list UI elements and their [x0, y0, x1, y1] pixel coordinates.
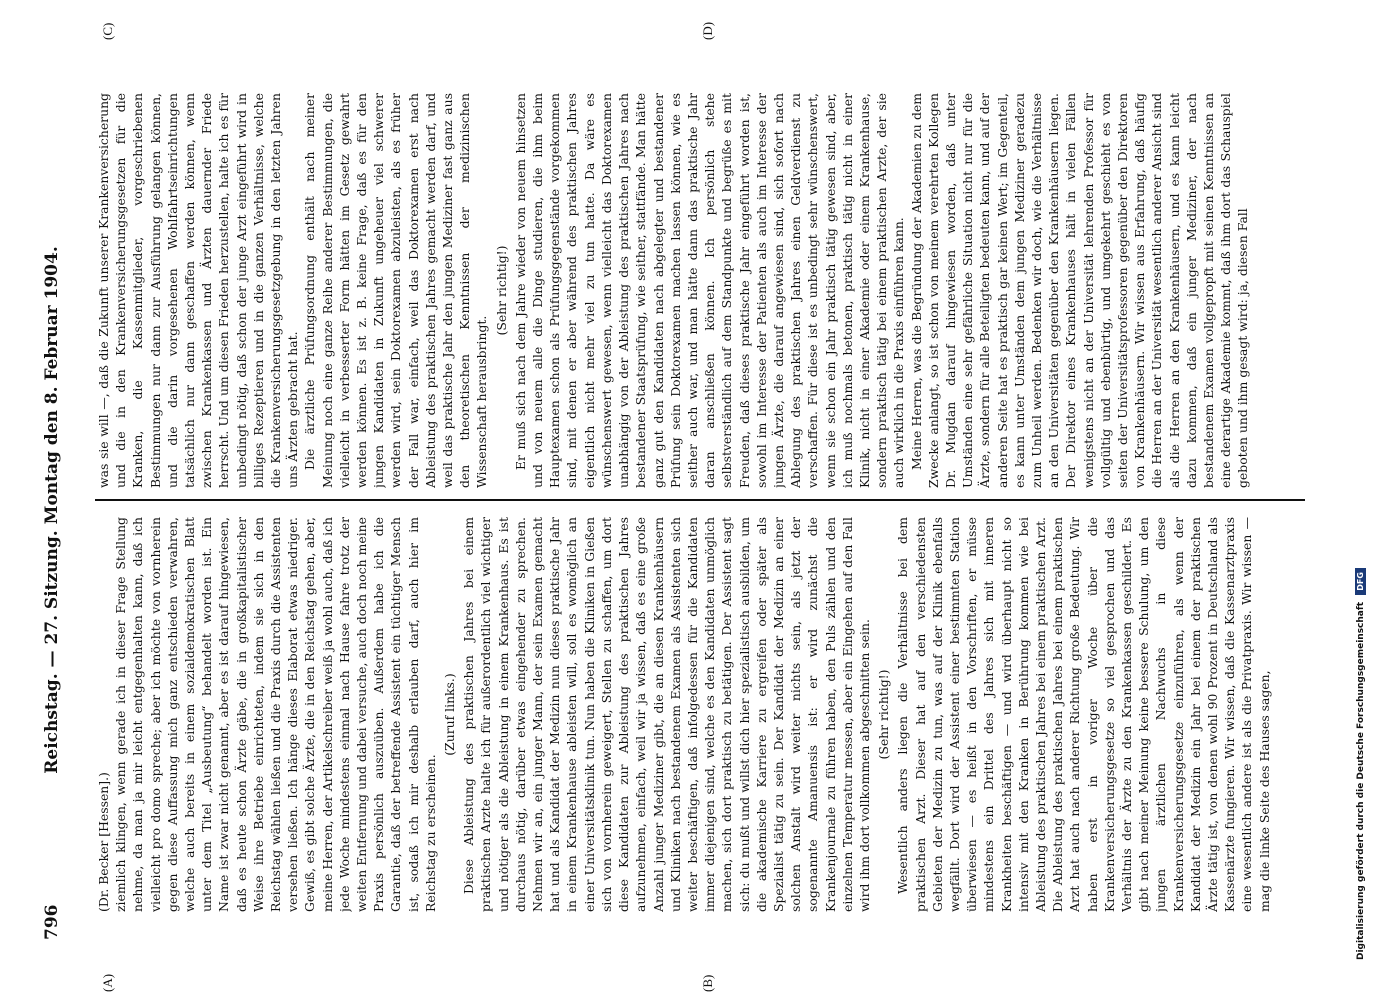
left-column	[95, 517, 1305, 912]
margin-mark-d: (D)	[700, 21, 715, 40]
margin-mark-c: (C)	[100, 22, 115, 40]
page-number: 796	[42, 904, 62, 940]
interjection: (Sehr richtig!)	[876, 669, 892, 760]
margin-mark-a: (A)	[100, 973, 115, 992]
running-title: Reichstag. — 27. Sitzung. Montag den 8. Februar 1904.	[42, 246, 62, 774]
paragraph: ziemlich klingen, wenn gerade ich in dieser Frage Stellung nehme, da man ja mir leicht entgegenhalten kann, daß ich vielleicht pro domo spreche; aber ich möchte von vornherein gegen diese Auffassung mich ganz entschieden verwahren, welche auch bereits in einem sozialdemokratischen Blatt unter dem Titel „Ausbeutung“ behandelt worden ist. Ein Name ist zwar nicht genannt, aber es ist darauf hingewiesen, daß es heute schon Ärzte gäbe, die in großkapitalistischer Weise ihre Betriebe einrichteten, indem sie sich in den Reichstag wählen ließen und die Praxis durch die Assistenten versehen ließen. Ich hänge dieses Elaborat etwas niedriger. Gewiß, es gibt solche Ärzte, die in den Reichstag gehen, aber, meine Herren, der Artikelschreiber weiß ja wohl auch, daß ich jede Woche mindestens einmal nach Hause fahre trotz der weiten Entfernung und dabei versuche, auch doch noch meine Praxis persönlich auszuüben. Außerdem habe ich die Garantie, daß der betreffende Assistent ein tüchtiger Mensch ist, sodaß ich mir deshalb erlauben darf, auch hier im Reichstag zu erscheinen.	[113, 517, 438, 912]
interjection: (Zuruf links.)	[442, 673, 458, 756]
paragraph: was sie will —, daß die Zukunft unserer Krankenversicherung und die in den Krankenversicherungsgesetzen für die Kranken, die Kassenmitglieder, vorgeschriebenen Bestimmungen nur dann zur Ausführung gelangen können, und die darin vorgesehenen Wohlfahrtseinrichtungen tatsächlich nur dann geschaffen werden können, wenn zwischen Krankenkassen und Ärzten dauernder Friede herrscht. Und um diesen Frieden herzustellen, halte ich es für unbedingt nötig, daß schon der junge Arzt eingeführt wird in billiges Rezeptieren und in die ganzen Verhältnisse, welche die Krankenversicherungsgesetzgebung in den letzten Jahren uns Ärzten gebracht hat.	[96, 93, 301, 488]
interjection: (Sehr richtig!)	[493, 245, 509, 336]
margin-mark-b: (B)	[700, 974, 715, 992]
speaker-note: (Dr. Becker [Hessen].)	[96, 772, 111, 912]
credit-text: Digitalisierung gefördert durch die Deutsche Forschungsgemeinschaft	[1356, 601, 1366, 960]
page-header	[40, 60, 70, 960]
digitization-credit	[1355, 568, 1366, 960]
dfg-logo: DFG	[1355, 568, 1366, 595]
paragraph: Diese Ableistung des praktischen Jahres bei einem praktischen Arzte halte ich für außerordentlich viel wichtiger und nötiger als die Ableistung in einem Krankenhaus. Es ist durchaus nötig, darüber etwas eingehender zu sprechen. Nehmen wir an, ein junger Mann, der sein Examen gemacht hat und als Kandidat der Medizin nun dieses praktische Jahr in einem Krankenhause ableisten will, soll es womöglich an einer Universitätsklinik tun. Nun haben die Kliniken in Gießen sich von vornherein geweigert, Stellen zu schaffen, um dort diese Kandidaten zur Ableistung des praktischen Jahres aufzunehmen, einfach, weil wir ja wissen, daß es eine große Anzahl junger Mediziner gibt, die an diesen Krankenhäusern und Kliniken nach bestandenem Examen als Assistenten sich weiter beschäftigen, daß infolgedessen für die Kandidaten immer diejenigen sind, welche es den Kandidaten unmöglich machen, sich dort praktisch zu betätigen. Der Assistent sagt sich: du mußt und willst dich hier spezialistisch ausbilden, um die akademische Karriere zu ergreifen oder später als Spezialist tätig zu sein. Der Kandidat der Medizin an einer solchen Anstalt wird weiter nichts sein, als jetzt der sogenannte Amanuensis ist: er wird zunächst die Krankenjournale zu führen haben, den Puls zählen und den einzelnen Temperatur messen, aber ein Eingehen auf den Fall wird ihm dort vollkommen abgeschnitten sein.	[461, 517, 872, 912]
paragraph: Die ärztliche Prüfungsordnung enthält nach meiner Meinung noch eine ganze Reihe anderer Bestimmungen, die vielleicht in verbesserter Form hätten im Gesetz gewahrt werden können. Es ist z. B. keine Frage, daß es für den jungen Kandidaten in Zukunft ungeheuer viel schwerer werden wird, sein Doktorexamen abzuleisten, als es früher der Fall war, einfach, weil das Doktorexamen erst nach Ableistung des praktischen Jahres gemacht werden darf, und weil das praktische Jahr den jungen Mediziner fast ganz aus den theoretischen Kenntnissen der medizinischen Wissenschaft herausbringt.	[302, 93, 490, 488]
paragraph: Meine Herren, was die Begründung der Akademien zu dem Zwecke anlangt, so ist schon von meinem verehrten Kollegen Dr. Mugdan darauf hingewiesen worden, daß unter Umständen eine sehr gefährliche Situation nicht nur für die Ärzte, sondern für alle Beteiligten bedeuten kann, und auf der anderen Seite hat es praktisch gar keinen Wert; im Gegenteil, es kann unter Umständen dem jungen Mediziner geradezu zum Unheil werden. Bedenken wir doch, wie die Verhältnisse an den Universitäten gegenüber den Krankenhäusern liegen. Der Direktor eines Krankenhauses hält in vielen Fällen wenigstens nicht an der Universität lehrenden Professor für vollgültig und ebenbürtig, und umgekehrt geschieht es von seiten der Universitätsprofessoren gegenüber den Direktoren von Krankenhäusern. Wir wissen aus Erfahrung, daß häufig die Herren an der Universität wesentlich anderer Ansicht sind als die Herren an den Krankenhäusern, und es kann leicht dazu kommen, daß ein junger Mediziner, der nach bestandenem Examen vollgepropft mit seinen Kenntnissen an eine derartige Akademie kommt, daß ihm dort das Schauspiel geboten und ihm gesagt wird: ja, diesen Fall	[908, 93, 1251, 488]
column-rule	[95, 499, 1305, 501]
paragraph: Wesentlich anders liegen die Verhältnisse bei dem praktischen Arzt. Dieser hat auf den verschiedensten Gebieten der Medizin zu tun, was auf der Klinik ebenfalls wegfällt. Dort wird der Assistent einer bestimmten Station überwiesen — es heißt in den Vorschriften, er müsse mindestens ein Drittel des Jahres sich mit inneren Krankheiten beschäftigen — und wird überhaupt nicht so intensiv mit den Kranken in Berührung kommen wie bei Ableistung des praktischen Jahres bei einem praktischen Arzt. Die Ableistung des praktischen Jahres bei einem praktischen Arzt hat auch nach anderer Richtung große Bedeutung. Wir haben erst in voriger Woche über die Krankenversicherungsgesetze so viel gesprochen und das Verhältnis der Ärzte zu den Krankenkassen geschildert. Es gibt nach meiner Meinung keine bessere Schulung, um den jungen ärztlichen Nachwuchs in diese Krankenversicherungsgesetze einzuführen, als wenn der Kandidat der Medizin ein Jahr bei einem der praktischen Ärzte tätig ist, von denen wohl 90 Prozent in Deutschland als Kassenärzte fungieren. Wir wissen, daß die Kassenarztpraxis eine wesentlich andere ist als die Privatpraxis. Wir wissen — mag die linke Seite des Hauses sagen,	[895, 517, 1272, 912]
paragraph: Er muß sich nach dem Jahre wieder von neuem hinsetzen und von neuem alle die Dinge studieren, die ihm beim Hauptexamen schon als Prüfungsgegenstände vorgekommen sind, mit denen er aber während des praktischen Jahres eigentlich nicht mehr viel zu tun hatte. Da wäre es wünschenswert gewesen, wenn vielleicht das Doktorexamen unabhängig von der Ableistung des praktischen Jahres nach bestandener Staatsprüfung, wie seither, stattfände. Man hätte ganz gut den Kandidaten nach abgelegter und bestandener Prüfung sein Doktorexamen machen lassen können, wie es seither auch war, und man hätte dann das praktische Jahr daran anschließen können. Ich persönlich stehe selbstverständlich auf dem Standpunkte und begrüße es mit Freuden, daß dieses praktische Jahr eingeführt worden ist, sowohl im Interesse der Patienten als auch im Interesse der jungen Ärzte, die darauf angewiesen sind, sich sofort nach Ablegung des praktischen Jahres einen Geldverdienst zu verschaffen. Für diese ist es unbedingt sehr wünschenswert, wenn sie schon ein Jahr praktisch tätig gewesen sind, aber, ich muß nochmals betonen, praktisch tätig nicht in einer Klinik, nicht in einer Akademie oder einem Krankenhause, sondern praktisch tätig bei einem praktischen Arzte, der sie auch wirklich in die Praxis einführen kann.	[512, 93, 907, 488]
right-column	[95, 93, 1305, 488]
